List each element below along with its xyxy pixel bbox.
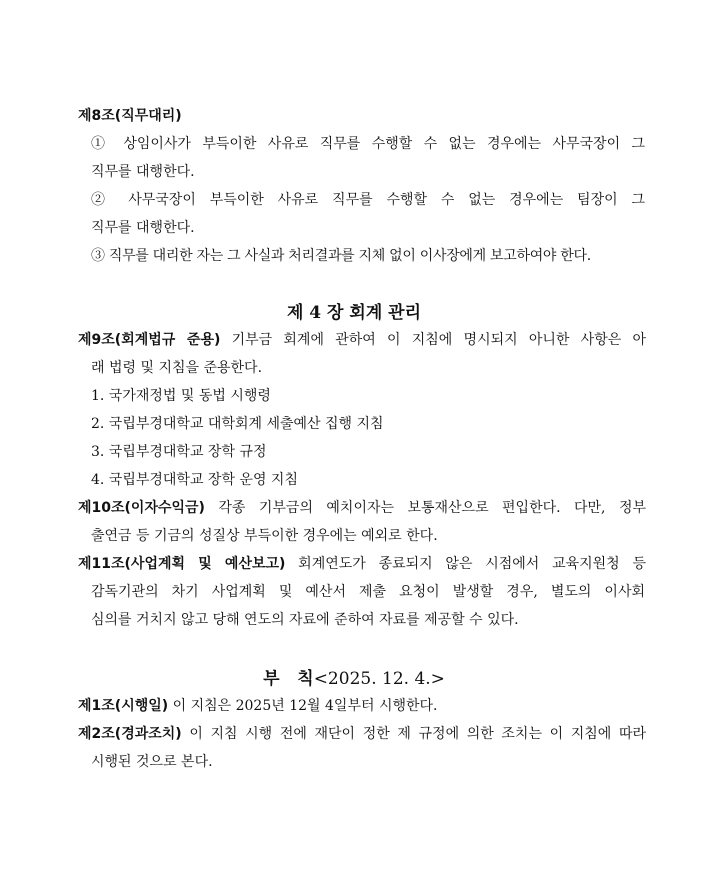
article-11-line-1 (78, 554, 646, 574)
article-8-item-3-line-1: ③ 직무를 대리한 자는 그 사실과 처리결과를 지체 없이 이사장에게 보고하여야 한다. (91, 248, 591, 264)
supp-article-2-line-2: 시행된 것으로 본다. (91, 754, 213, 770)
article-8-title: 제8조(직무대리) (78, 108, 182, 124)
chapter-4-heading: 제 4 장 회계 관리 (286, 303, 422, 323)
supp-article-1-line (78, 696, 438, 716)
article-9-text-1: 기부금 회계에 관하여 이 지침에 명시되지 아니한 사항은 아 (220, 332, 646, 348)
supplement-heading-main: 부 칙 (263, 669, 314, 689)
article-10-line-1 (78, 498, 646, 518)
supp-article-2-line-1 (78, 724, 646, 744)
article-10-text-1: 각종 기부금의 예치이자는 보통재산으로 편입한다. 다만, 정부 (204, 500, 646, 516)
article-11-title: 제11조(사업계획 및 예산보고) (78, 556, 286, 572)
article-9-list-item-3: 3. 국립부경대학교 장학 규정 (91, 444, 267, 460)
article-9-line-2: 래 법령 및 지침을 준용한다. (91, 360, 263, 376)
article-9-list-item-2: 2. 국립부경대학교 대학회계 세출예산 집행 지침 (91, 416, 384, 432)
article-8-item-2-line-1: ② 사무국장이 부득이한 사유로 직무를 수행할 수 없는 경우에는 팀장이 그 (91, 192, 645, 208)
article-8-item-1-line-2: 직무를 대행한다. (91, 164, 195, 180)
article-10-title: 제10조(이자수익금) (78, 500, 205, 516)
article-8-item-1-line-1: ① 상임이사가 부득이한 사유로 직무를 수행할 수 없는 경우에는 사무국장이 그 (91, 136, 645, 152)
article-9-list-item-4: 4. 국립부경대학교 장학 운영 지침 (91, 472, 298, 488)
article-9-list-item-1: 1. 국가재정법 및 동법 시행령 (91, 388, 271, 404)
supp-article-1-text: 이 지침은 2025년 12월 4일부터 시행한다. (168, 698, 438, 714)
article-10-line-2: 출연금 등 기금의 성질상 부득이한 경우에는 예외로 한다. (91, 528, 438, 544)
article-11-text-1: 회계연도가 종료되지 않은 시점에서 교육지원청 등 (285, 556, 646, 572)
supplement-heading-date: <2025. 12. 4.> (313, 669, 445, 689)
supp-article-2-title: 제2조(경과조치) (78, 726, 182, 742)
supp-article-2-text-1: 이 지침 시행 전에 재단이 정한 제 규정에 의한 조치는 이 지침에 따라 (181, 726, 646, 742)
article-8-item-2-line-2: 직무를 대행한다. (91, 220, 195, 236)
article-9-line-1 (78, 330, 646, 350)
supplement-heading (0, 664, 708, 689)
article-9-title: 제9조(회계법규 준용) (78, 332, 221, 348)
supp-article-1-title: 제1조(시행일) (78, 698, 169, 714)
article-11-line-3: 심의를 거치지 않고 당해 연도의 자료에 준하여 자료를 제공할 수 있다. (91, 612, 519, 628)
article-11-line-2: 감독기관의 차기 사업계획 및 예산서 제출 요청이 발생할 경우, 별도의 이사회 (91, 584, 645, 600)
